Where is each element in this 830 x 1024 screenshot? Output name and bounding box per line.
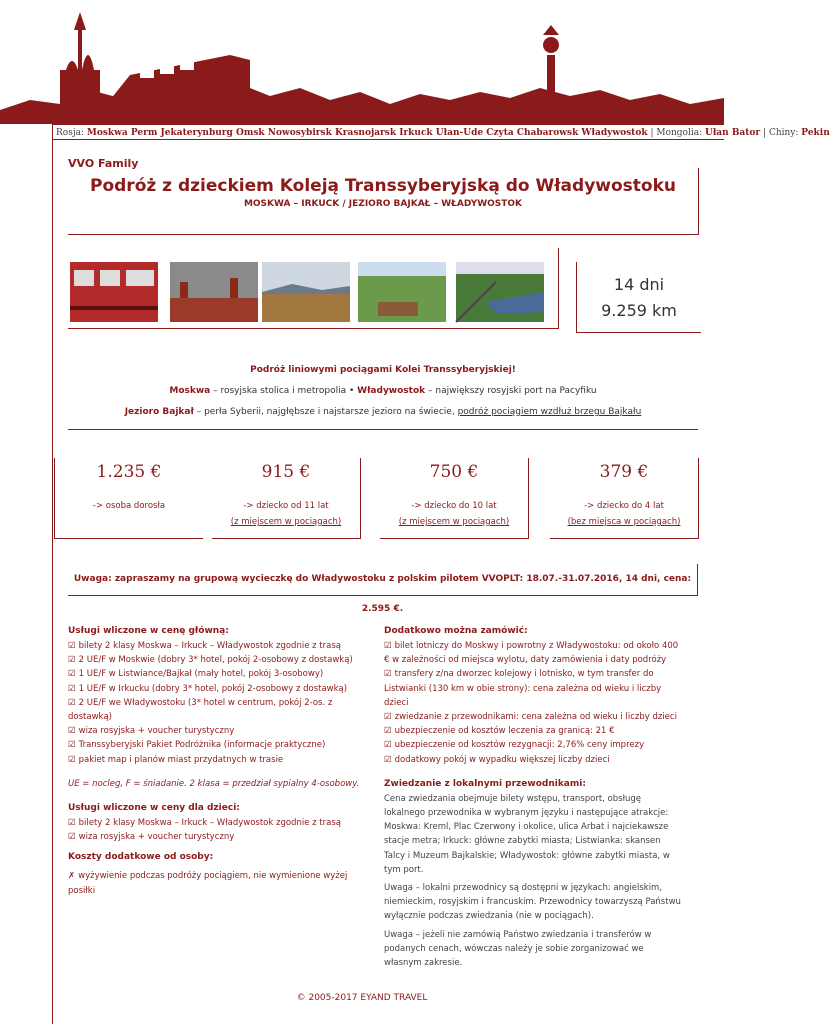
price-card-child-11 <box>212 458 361 539</box>
price-desc <box>380 498 528 530</box>
price-desc-link[interactable]: (z miejscem w pociągach) <box>398 517 510 527</box>
photo-train-car[interactable] <box>70 262 158 322</box>
route-rosja-label: Rosja: <box>56 128 85 138</box>
footer-copyright: © 2005-2017 EYAND TRAVEL <box>296 993 428 1003</box>
trip-distance: 9.259 km <box>601 301 677 320</box>
list-item: ☑ wiza rosyjska + voucher turystyczny <box>68 830 368 844</box>
list-item: ☑ bilet lotniczy do Moskwy i powrotny z Władywostoku: od około 400 € w zależności od miejsca wylotu, daty zamówienia i daty podróży <box>384 639 684 667</box>
list-item: ☑ Transsyberyjski Pakiet Podróżnika (informacje praktyczne) <box>68 738 368 752</box>
price-desc-line: -> dziecko do 4 lat <box>584 501 664 511</box>
photo-kremlin[interactable] <box>170 262 258 322</box>
included-services-column <box>68 624 368 898</box>
included-heading: Usługi wliczone w cenę główną: <box>68 626 229 636</box>
list-item: ☑ 2 UE/F w Moskwie (dobry 3* hotel, pokój 2-osobowy z dostawką) <box>68 653 368 667</box>
route-mongolia-label: | Mongolia: <box>650 128 703 138</box>
list-item: ☑ zwiedzanie z przewodnikami: cena zależna od wieku i liczby dzieci <box>384 710 684 724</box>
intro-moskwa: Moskwa <box>169 386 211 396</box>
photo-lake-railway[interactable] <box>456 262 544 322</box>
optional-services-column <box>384 624 684 970</box>
guides-attractions: Moskwa: Kreml, Plac Czerwony i okolice, ulica Arbat i najciekawsze stacje metra; Irkuck: główne zabytki miasta; Listwianka: skansen Talcy i Muzeum Bajkalskie; Władywostok: główne zabytki miasta, w tym port. <box>384 822 670 875</box>
price-amount: 915 € <box>261 462 311 482</box>
price-desc-link[interactable]: (z miejscem w pociągach) <box>230 517 342 527</box>
intro-wladywostok: Władywostok <box>357 386 426 396</box>
guides-heading: Zwiedzanie z lokalnymi przewodnikami: <box>384 778 586 789</box>
kids-heading: Usługi wliczone w ceny dla dzieci: <box>68 803 240 814</box>
photo-village[interactable] <box>358 262 446 322</box>
guides-languages-note: Uwaga – lokalni przewodnicy są dostępni w językach: angielskim, niemieckim, rosyjskim i francuskim. Przewodnicy towarzyszą Państwu wyłącznie podczas zwiedzania (nie w pociągach). <box>384 883 681 922</box>
price-card-child-4 <box>550 458 699 539</box>
list-item: ☑ ubezpieczenie od kosztów rezygnacji: 2,76% ceny imprezy <box>384 738 684 752</box>
left-border-line <box>52 0 53 1024</box>
intro-line-baikal <box>68 402 698 423</box>
page-title: Podróż z dzieckiem Koleją Transsyberyjską do Władywostoku <box>90 176 676 196</box>
trip-days: 14 dni <box>613 275 665 294</box>
trip-stats <box>576 262 701 333</box>
list-item: ☑ wiza rosyjska + voucher turystyczny <box>68 724 368 738</box>
list-item: ☑ 1 UE/F w Irkucku (dobry 3* hotel, pokój 2-osobowy z dostawką) <box>68 682 368 696</box>
title-box <box>68 168 699 235</box>
legend-note: UE = nocleg, F = śniadanie. 2 klasa = przedział sypialny 4-osobowy. <box>68 778 360 789</box>
list-item: ☑ bilety 2 klasy Moskwa – Irkuck – Władywostok zgodnie z trasą <box>68 639 368 653</box>
extra-cost-item: ✗ wyżywienie podczas podróży pociągiem, nie wymienione wyżej posiłki <box>68 869 368 897</box>
route-chiny-city[interactable]: Pekin <box>801 128 830 138</box>
price-amount: 1.235 € <box>96 462 162 482</box>
intro-bajkal: Jezioro Bajkał <box>124 407 194 417</box>
intro-heading: Podróż liniowymi pociągami Kolei Transsyberyjskiej! <box>250 365 516 375</box>
intro-section <box>68 360 698 430</box>
extra-costs-heading: Koszty dodatkowe od osoby: <box>68 852 214 863</box>
family-label: VVO Family <box>68 157 139 170</box>
guides-warning-note: Uwaga – jeżeli nie zamówią Państwo zwiedzania i transferów w podanych cenach, wówczas należy je sobie zorganizować we własnym zakresie. <box>384 929 652 969</box>
list-item: ☑ ubezpieczenie od kosztów leczenia za granicą: 21 € <box>384 724 684 738</box>
intro-bajkal-desc: – perła Syberii, najgłębsze i najstarsze jezioro na świecie, <box>193 407 458 417</box>
price-card-child-10 <box>380 458 529 539</box>
price-desc <box>550 498 698 530</box>
header-banner <box>0 0 724 124</box>
optional-heading: Dodatkowo można zamówić: <box>384 626 528 636</box>
price-card-adult <box>54 458 203 539</box>
intro-bajkal-link[interactable]: podróż pociągiem wzdłuż brzegu Bajkału <box>457 407 642 417</box>
price-desc-line: -> dziecko od 11 lat <box>243 501 329 511</box>
group-trip-notice: Uwaga: zapraszamy na grupową wycieczkę do Władywostoku z polskim pilotem VVOPLT: 18.07.-31.07.2016, 14 dni, cena: 2.595 €. <box>68 564 698 596</box>
price-desc <box>212 498 360 530</box>
list-item: ☑ 2 UE/F we Władywostoku (3* hotel w centrum, pokój 2-os. z dostawką) <box>68 696 368 724</box>
price-amount: 750 € <box>429 462 479 482</box>
list-item: ☑ 1 UE/F w Listwiance/Bajkał (mały hotel, pokój 3-osobowy) <box>68 667 368 681</box>
list-item: ☑ dodatkowy pokój w wypadku większej liczby dzieci <box>384 753 684 767</box>
intro-moskwa-desc: – rosyjska stolica i metropolia • <box>210 386 358 396</box>
intro-wladywostok-desc: – największy rosyjski port na Pacyfiku <box>425 386 597 396</box>
price-amount: 379 € <box>599 462 649 482</box>
list-item: ☑ pakiet map i planów miast przydatnych w trasie <box>68 753 368 767</box>
price-desc-line: -> dziecko do 10 lat <box>411 501 497 511</box>
list-item: ☑ transfery z/na dworzec kolejowy i lotnisko, w tym transfer do Listwianki (130 km w obie strony): cena zależna od wieku i liczby dzieci <box>384 667 684 710</box>
list-item: ☑ bilety 2 klasy Moskwa – Irkuck – Władywostok zgodnie z trasą <box>68 816 368 830</box>
route-bar <box>52 124 830 140</box>
photo-landscape[interactable] <box>262 262 350 322</box>
intro-line-cities <box>68 381 698 402</box>
route-chiny-label: | Chiny: <box>763 128 799 138</box>
route-rosja-cities[interactable]: Moskwa Perm Jekaterynburg Omsk Nowosybirsk Krasnojarsk Irkuck Ułan-Ude Czyta Chabarowsk Władywostok <box>86 128 648 138</box>
guides-text: Cena zwiedzania obejmuje bilety wstępu, transport, obsługę lokalnego przewodnika w wybranym języku i następujące atrakcje: <box>384 793 669 819</box>
route-mongolia-city[interactable]: Ułan Bator <box>705 128 761 138</box>
price-desc-link[interactable]: (bez miejsca w pociągach) <box>567 517 681 527</box>
page-subtitle: MOSKWA – IRKUCK / JEZIORO BAJKAŁ – WŁADYWOSTOK <box>243 199 523 209</box>
price-desc: -> osoba dorosła <box>92 501 166 511</box>
